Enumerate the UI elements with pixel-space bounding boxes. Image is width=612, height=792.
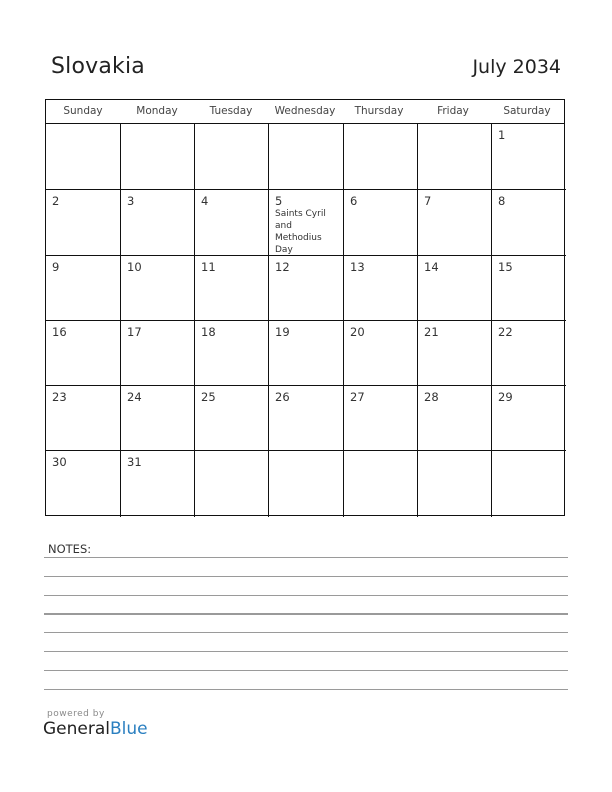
day-cell — [344, 386, 418, 451]
day-cell — [344, 256, 418, 321]
day-number: 24 — [127, 390, 142, 404]
notes-line — [44, 651, 568, 652]
day-cell — [418, 386, 492, 451]
day-number: 2 — [52, 194, 60, 208]
day-number: 23 — [52, 390, 67, 404]
day-number: 12 — [275, 260, 290, 274]
day-cell — [344, 124, 418, 190]
day-cell — [195, 386, 269, 451]
day-number: 14 — [424, 260, 439, 274]
day-cell — [121, 256, 195, 321]
day-number: 25 — [201, 390, 216, 404]
day-cell — [46, 386, 121, 451]
brand-general: General — [43, 719, 110, 739]
day-cell — [269, 386, 344, 451]
notes-line — [44, 689, 568, 690]
day-cell — [492, 451, 566, 517]
notes-line — [44, 557, 568, 558]
day-number: 10 — [127, 260, 142, 274]
day-cell — [195, 321, 269, 386]
holiday-label: Saints Cyril and Methodius Day — [275, 209, 326, 255]
powered-by-text: powered by — [47, 709, 105, 719]
day-cell — [492, 190, 566, 256]
day-number: 6 — [350, 194, 358, 208]
day-number: 30 — [52, 455, 67, 469]
calendar-grid — [45, 99, 565, 516]
notes-line — [44, 595, 568, 596]
day-cell — [195, 451, 269, 517]
day-cell — [418, 256, 492, 321]
weekday-friday: Friday — [437, 105, 469, 117]
day-cell — [121, 451, 195, 517]
day-cell — [269, 256, 344, 321]
month-year-title: July 2034 — [472, 56, 561, 78]
weekday-sunday: Sunday — [63, 105, 103, 117]
day-cell — [269, 190, 344, 256]
day-number: 15 — [498, 260, 513, 274]
day-number: 9 — [52, 260, 60, 274]
day-cell — [418, 321, 492, 386]
day-number: 8 — [498, 194, 506, 208]
day-number: 3 — [127, 194, 135, 208]
day-cell — [121, 386, 195, 451]
day-number: 11 — [201, 260, 216, 274]
notes-line — [44, 670, 568, 671]
weekday-saturday: Saturday — [503, 105, 551, 117]
day-cell — [46, 321, 121, 386]
day-number: 31 — [127, 455, 142, 469]
day-cell — [492, 124, 566, 190]
day-cell — [492, 256, 566, 321]
day-cell — [269, 321, 344, 386]
day-number: 16 — [52, 325, 67, 339]
weekday-thursday: Thursday — [354, 105, 404, 117]
day-cell — [418, 451, 492, 517]
day-cell — [46, 124, 121, 190]
day-cell — [121, 321, 195, 386]
day-cell — [46, 190, 121, 256]
country-title: Slovakia — [51, 54, 145, 79]
day-number: 26 — [275, 390, 290, 404]
day-cell — [46, 451, 121, 517]
day-number: 20 — [350, 325, 365, 339]
weekday-monday: Monday — [136, 105, 178, 117]
day-cell — [418, 124, 492, 190]
day-cell — [195, 190, 269, 256]
notes-label: NOTES: — [48, 542, 92, 556]
generalblue-logo — [43, 719, 148, 739]
day-number: 4 — [201, 194, 209, 208]
notes-line — [44, 576, 568, 577]
day-cell — [344, 451, 418, 517]
weekday-wednesday: Wednesday — [274, 105, 336, 117]
day-cell — [344, 190, 418, 256]
day-cell — [269, 451, 344, 517]
day-cell — [492, 386, 566, 451]
weekday-header-row — [46, 100, 564, 124]
day-cell — [418, 190, 492, 256]
day-number: 22 — [498, 325, 513, 339]
day-cell — [121, 124, 195, 190]
day-number: 1 — [498, 128, 506, 142]
day-number: 5 — [275, 194, 283, 208]
day-number: 28 — [424, 390, 439, 404]
day-number: 7 — [424, 194, 432, 208]
day-cell — [492, 321, 566, 386]
notes-line — [44, 613, 568, 614]
day-cell — [269, 124, 344, 190]
day-cell — [344, 321, 418, 386]
brand-blue: Blue — [110, 719, 148, 739]
day-number: 29 — [498, 390, 513, 404]
day-cell — [46, 256, 121, 321]
day-number: 21 — [424, 325, 439, 339]
day-number: 27 — [350, 390, 365, 404]
day-number: 19 — [275, 325, 290, 339]
day-cell — [121, 190, 195, 256]
day-cell — [195, 256, 269, 321]
day-number: 17 — [127, 325, 142, 339]
day-cell — [195, 124, 269, 190]
day-number: 18 — [201, 325, 216, 339]
day-number: 13 — [350, 260, 365, 274]
weekday-tuesday: Tuesday — [209, 105, 253, 117]
notes-line — [44, 632, 568, 633]
